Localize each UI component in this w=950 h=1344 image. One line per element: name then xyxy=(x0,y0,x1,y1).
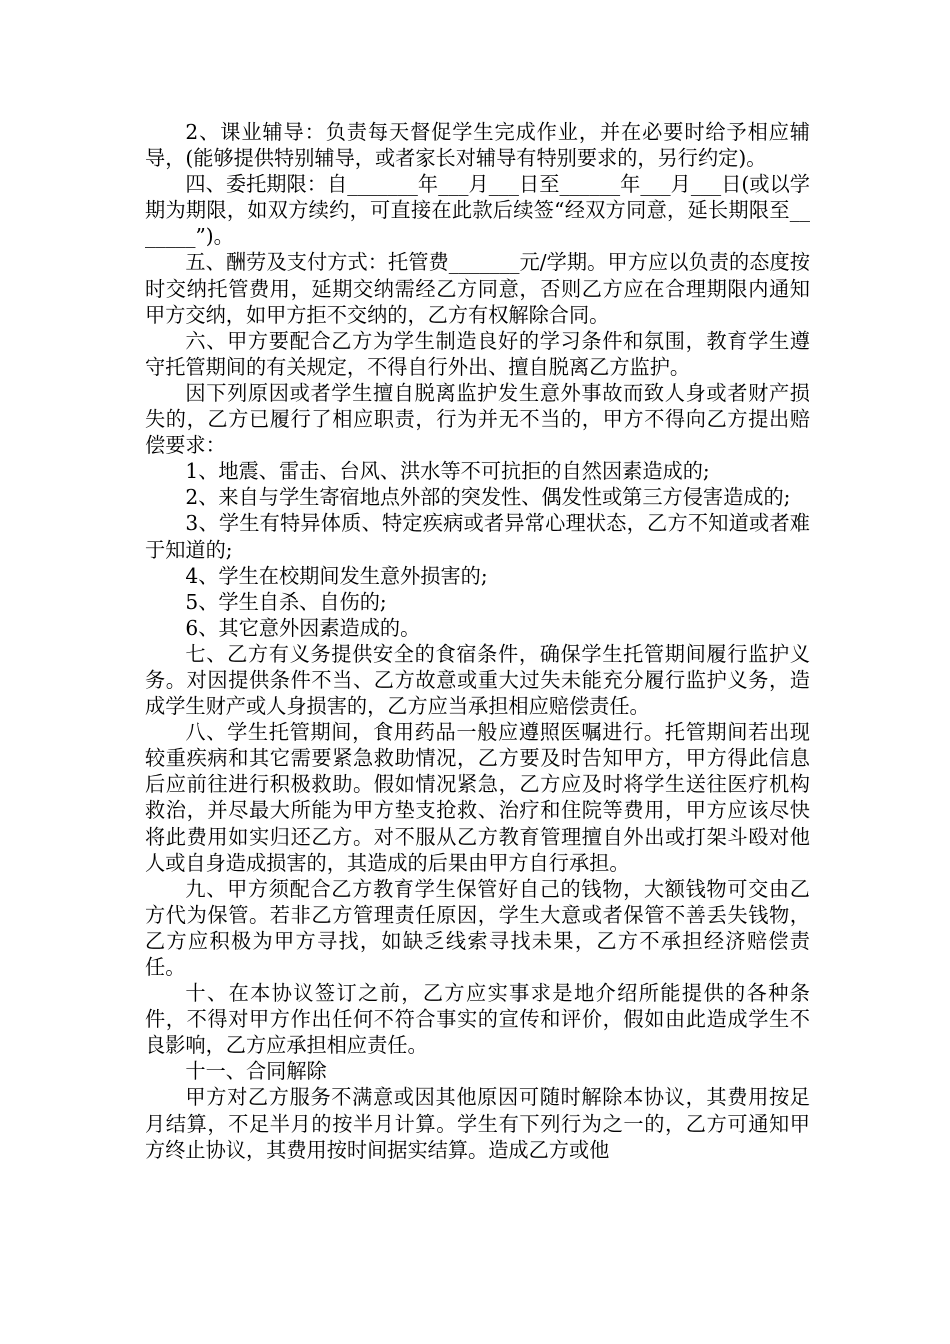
document-body xyxy=(145,119,810,1163)
clause-homework-tutoring: 2、课业辅导：负责每天督促学生完成作业，并在必要时给予相应辅导，(能够提供特别辅导，或者家长对辅导有特别要求的，另行约定)。 xyxy=(145,120,810,171)
exemption-intro: 因下列原因或者学生擅自脱离监护发生意外事故而致人身或者财产损失的，乙方已履行了相应职责，行为并无不当的，甲方不得向乙方提出赔偿要求： xyxy=(145,380,810,458)
clause-truthful-disclosure: 十、在本协议签订之前，乙方应实事求是地介绍所能提供的各种条件，不得对甲方作出任何不符合事实的宣传和评价，假如由此造成学生不良影响，乙方应承担相应责任。 xyxy=(145,981,810,1058)
exemption-item-6: 6、其它意外因素造成的。 xyxy=(185,615,421,640)
clause-entrustment-period: 四、委托期限：自_______年___月___日至______年___月___日(或以学期为期限，如双方续约，可直接在此款后续签“经双方同意，延长期限至_______”)。 xyxy=(145,172,810,249)
clause-party-a-cooperation: 六、甲方要配合乙方为学生制造良好的学习条件和氛围，教育学生遵守托管期间的有关规定，不得自行外出、擅自脱离乙方监护。 xyxy=(145,328,810,379)
clause-termination-body: 甲方对乙方服务不满意或因其他原因可随时解除本协议，其费用按足月结算，不足半月的按半月计算。学生有下列行为之一的，乙方可通知甲方终止协议，其费用按时间据实结算。造成乙方或他 xyxy=(145,1085,810,1162)
clause-party-b-safety: 七、乙方有义务提供安全的食宿条件，确保学生托管期间履行监护义务。对因提供条件不当、乙方故意或重大过失未能充分履行监护义务，造成学生财产或人身损害的，乙方应当承担相应赔偿责任。 xyxy=(145,641,810,719)
clause-medical-care: 八、学生托管期间，食用药品一般应遵照医嘱进行。托管期间若出现较重疾病和其它需要紧急救助情况，乙方要及时告知甲方，甲方得此信息后应前往进行积极救助。假如情况紧急，乙方应及时将学生送往医疗机构救治，并尽最大所能为甲方垫支抢救、治疗和住院等费用，甲方应该尽快将此费用如实归还乙方。对不服从乙方教育管理擅自外出或打架斗殴对他人或自身造成损害的，其造成的后果由甲方自行承担。 xyxy=(145,720,810,875)
exemption-item-4: 4、学生在校期间发生意外损害的; xyxy=(185,563,488,588)
section-heading-termination: 十一、合同解除 xyxy=(185,1059,327,1084)
exemption-item-2: 2、来自与学生寄宿地点外部的突发性、偶发性或第三方侵害造成的; xyxy=(185,485,791,510)
clause-money-safekeeping: 九、甲方须配合乙方教育学生保管好自己的钱物，大额钱物可交由乙方代为保管。若非乙方管理责任原因，学生大意或者保管不善丢失钱物，乙方应积极为甲方寻找，如缺乏线索寻找未果，乙方不承担经济赔偿责任。 xyxy=(145,876,810,979)
exemption-item-1: 1、地震、雷击、台风、洪水等不可抗拒的自然因素造成的; xyxy=(185,459,710,484)
exemption-item-3: 3、学生有特异体质、特定疾病或者异常心理状态，乙方不知道或者难于知道的; xyxy=(145,511,810,562)
exemption-item-5: 5、学生自杀、自伤的; xyxy=(185,589,387,614)
clause-fees-payment: 五、酬劳及支付方式：托管费_______元/学期。甲方应以负责的态度按时交纳托管费用，延期交纳需经乙方同意，否则乙方应在合理期限内通知甲方交纳，如甲方拒不交纳的，乙方有权解除合同。 xyxy=(145,250,810,327)
